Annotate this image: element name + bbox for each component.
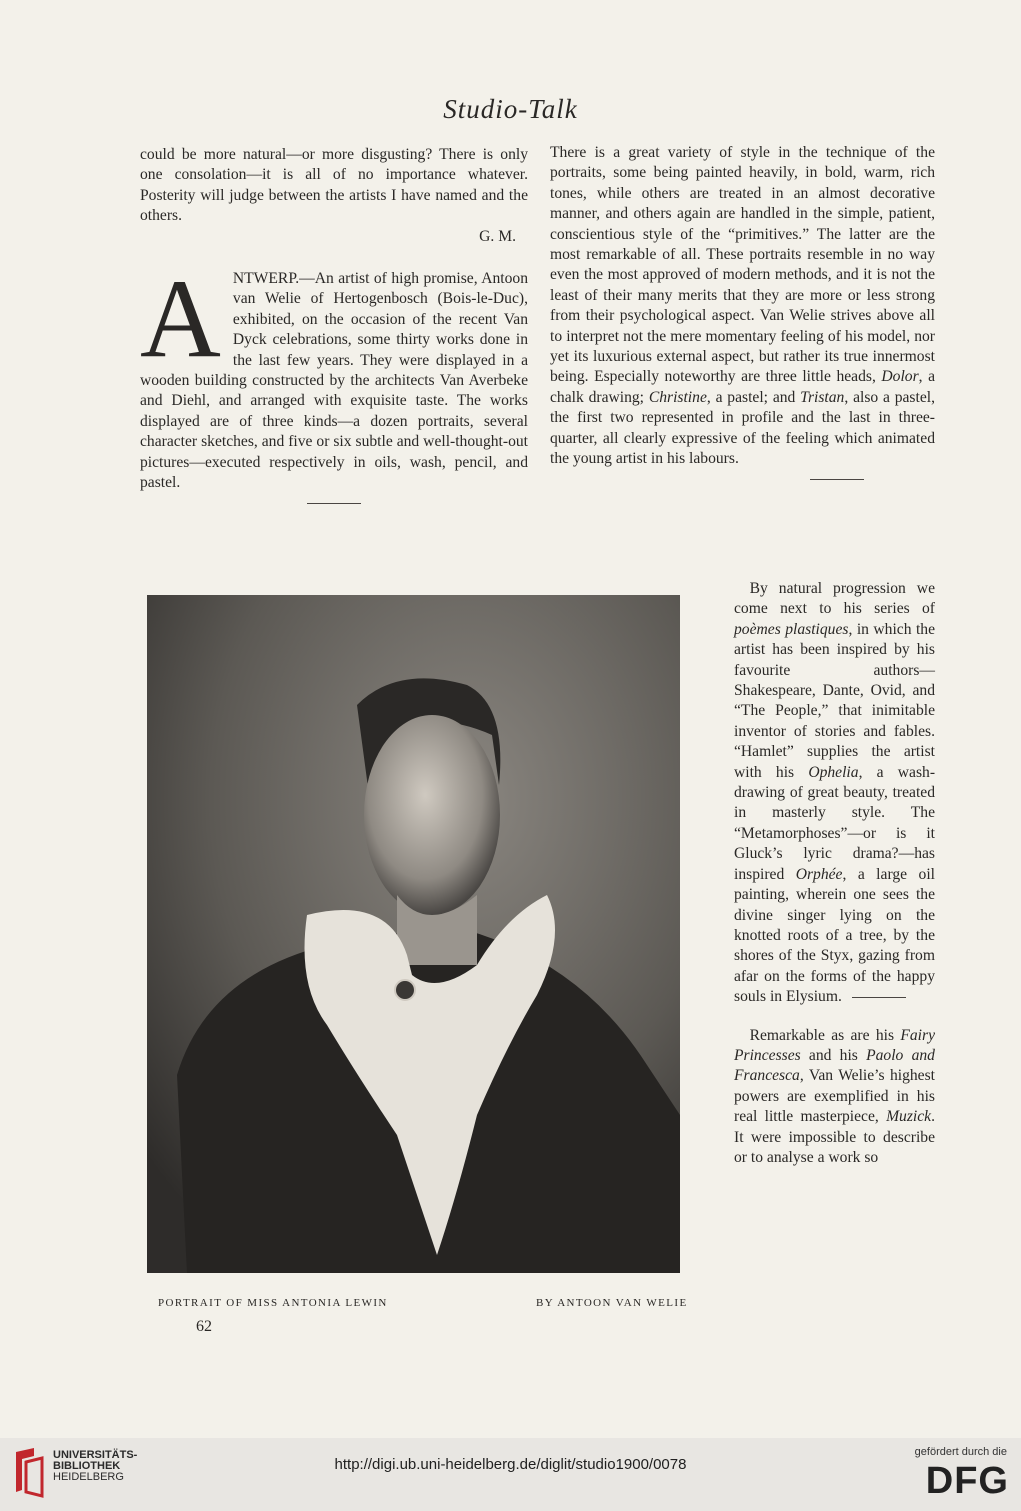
artwork-title: Christine: [648, 388, 707, 406]
masterpiece-paragraph: [734, 1026, 935, 1169]
footer-bar: [0, 1438, 1021, 1511]
text-run: , also a pastel, the first two represented in profile and the last in three-quarter, all clearly expressive of the feeling which animated the young artist in his labours.: [550, 388, 935, 468]
figure-caption-artist: BY ANTOON VAN WELIE: [536, 1297, 688, 1309]
text-run: , a wash-drawing of great beauty, treated in masterly style. The “Metamorphoses”—or is it Gluck’s lyric drama?—has inspired: [734, 763, 936, 883]
narrow-column: [734, 579, 935, 1168]
section-rule: [810, 479, 864, 480]
artwork-title: Tristan: [800, 388, 845, 406]
text-run: Remarkable as are his: [749, 1026, 901, 1044]
section-rule: [852, 997, 906, 998]
library-line: UNIVERSITÄTS-: [53, 1449, 138, 1461]
text-run: There is a great variety of style in the technique of the portraits, some being painted heavily, in bold, warm, rich tones, while others are treated in an almost decorative manner, and others again are handled in the simple, patient, conscientious style of the “primitives.” The latter are the most remarkable of all. These portraits resemble in no way even the most approved of modern methods, and it is not the least of their many merits that they are more or less strong from their psychological aspect. Van Welie strives above all to interpret not the mere momentary feeling of his model, nor yet its luxurious external aspect, but rather its true innermost being. Especially noteworthy are three little heads,: [550, 144, 935, 386]
text-run: , a large oil painting, wherein one sees the divine singer lying on the knotted roots of a tree, by the shores of the Styx, gazing from afar on the forms of the happy souls in Elysium.: [734, 865, 935, 1006]
portrait-plate: [147, 595, 680, 1273]
technique-paragraph: [550, 143, 935, 470]
author-signature: G. M.: [479, 227, 516, 245]
source-url-link[interactable]: http://digi.ub.uni-heidelberg.de/diglit/studio1900/0078: [334, 1456, 687, 1473]
sponsor-note: gefördert durch die: [914, 1446, 1007, 1458]
artwork-title: Fairy Princesses: [734, 1026, 935, 1064]
figure-caption-title: PORTRAIT OF MISS ANTONIA LEWIN: [158, 1297, 388, 1309]
artwork-title: Orphée: [795, 865, 843, 883]
library-line: HEIDELBERG: [53, 1471, 124, 1483]
dfg-logo[interactable]: DFG: [925, 1460, 1009, 1502]
page-number: 62: [196, 1318, 212, 1335]
artwork-title: Paolo and Francesca: [734, 1046, 935, 1085]
library-line: BIBLIOTHEK: [53, 1460, 121, 1472]
text-run: and his: [800, 1046, 867, 1064]
running-header: Studio-Talk: [443, 94, 578, 124]
right-column: [550, 143, 935, 480]
artwork-title: Muzick: [886, 1108, 932, 1126]
portrait-image: [147, 595, 680, 1273]
antwerp-paragraph: [140, 257, 528, 493]
text-run: , in which the artist has been inspired by his favourite authors—Shakespeare, Dante, Ovid, and “The People,” that inimitable inventor of stories and fables. “Hamlet” supplies the artist with his: [734, 620, 935, 781]
text-run: By natural progression we come next to his series of: [734, 580, 935, 618]
antwerp-text: NTWERP.—An artist of high promise, Antoon van Welie of Hertogenbosch (Bois-le-Duc), exhibited, on the occasion of the recent Van Dyck celebrations, some thirty works done in the last few years. They were displayed in a wooden building constructed by the architects Van Averbeke and Diehl, and arranged with exquisite taste. The works displayed are of three kinds—a dozen portraits, several character sketches, and five or six subtle and well-thought-out pictures—executed respectively in oils, wash, pencil, and pastel.: [140, 270, 528, 492]
drop-cap: A: [140, 257, 221, 382]
artwork-title: Dolor: [881, 368, 919, 386]
text-run: . It were impossible to describe or to analyse a work so: [734, 1108, 935, 1166]
text-run: , a pastel; and: [706, 388, 801, 406]
continuation-paragraph: could be more natural—or more disgusting? There is only one consolation—it is all of no importance whatever. Posterity will judge between the artists I have named and the others.: [140, 146, 528, 225]
artwork-title: poèmes plastiques: [734, 620, 849, 638]
poemes-paragraph: [734, 579, 935, 1008]
left-column: [140, 145, 528, 520]
face: [364, 715, 500, 915]
section-rule: [307, 503, 361, 504]
text-run: , a chalk drawing;: [550, 368, 936, 406]
brooch: [395, 980, 415, 1000]
artwork-title: Ophelia: [808, 763, 859, 781]
text-run: , Van Welie’s highest powers are exemplified in his real little masterpiece,: [734, 1067, 935, 1126]
